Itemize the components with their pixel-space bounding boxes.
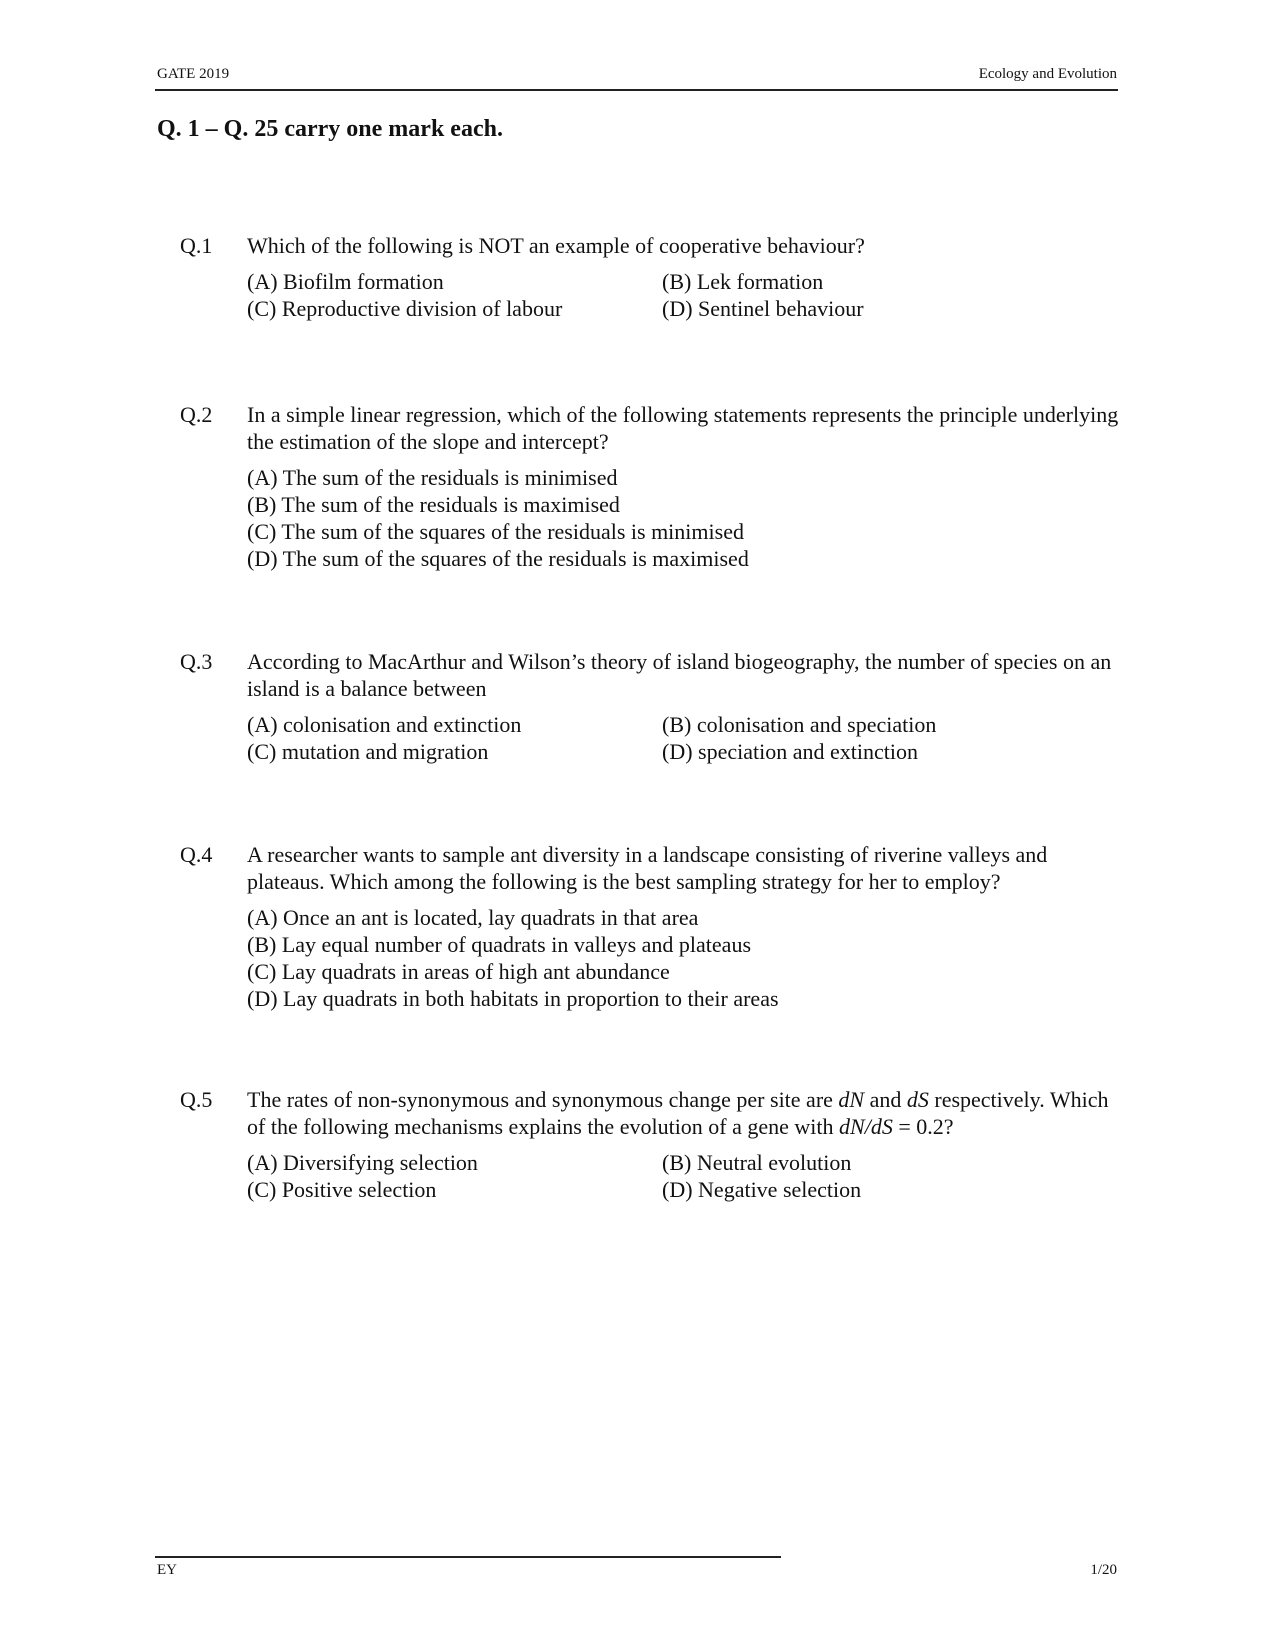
text-part: = 0.2? xyxy=(892,1114,954,1139)
option-a: (A) Biofilm formation xyxy=(247,269,444,294)
options xyxy=(247,1149,1120,1203)
section-title: Q. 1 – Q. 25 carry one mark each. xyxy=(157,116,503,142)
math-dn: dN xyxy=(838,1087,865,1112)
option-d: (D) Negative selection xyxy=(662,1177,862,1202)
question-text xyxy=(247,1086,1120,1140)
option-b: (B) The sum of the residuals is maximised xyxy=(247,492,620,517)
math-ratio: dN/dS xyxy=(839,1114,893,1139)
text-part: and xyxy=(864,1087,907,1112)
question-text: Which of the following is NOT an example of cooperative behaviour? xyxy=(247,233,865,258)
question-number: Q.5 xyxy=(180,1087,213,1112)
question-2 xyxy=(180,401,1120,572)
option-c: (C) Positive selection xyxy=(247,1177,437,1202)
option-b: (B) Neutral evolution xyxy=(662,1150,852,1175)
footer-paper-code: EY xyxy=(157,1562,177,1578)
option-b: (B) Lay equal number of quadrats in valleys and plateaus xyxy=(247,932,752,957)
question-text: A researcher wants to sample ant diversity in a landscape consisting of riverine valleys and plateaus. Which among the following is the best sampling strategy for her to employ? xyxy=(247,842,1048,894)
text-part: The rates of non-synonymous and synonymous change per site are xyxy=(247,1087,839,1112)
question-number: Q.4 xyxy=(180,842,213,867)
option-a: (A) The sum of the residuals is minimised xyxy=(247,465,618,490)
option-c: (C) The sum of the squares of the residuals is minimised xyxy=(247,519,744,544)
question-number: Q.1 xyxy=(180,233,213,258)
option-a: (A) colonisation and extinction xyxy=(247,712,522,737)
footer-divider xyxy=(155,1556,781,1558)
option-d: (D) speciation and extinction xyxy=(662,739,918,764)
option-a: (A) Diversifying selection xyxy=(247,1150,478,1175)
option-c: (C) mutation and migration xyxy=(247,739,489,764)
text-part: respectively. Which of the following mechanisms explains the evolution of a gene with xyxy=(247,1087,1109,1139)
option-a: (A) Once an ant is located, lay quadrats in that area xyxy=(247,905,699,930)
question-5 xyxy=(180,1086,1120,1203)
header-divider xyxy=(155,89,1118,91)
option-b: (B) Lek formation xyxy=(662,269,824,294)
header-exam-name: GATE 2019 xyxy=(157,66,230,82)
math-ds: dS xyxy=(906,1087,929,1112)
option-d: (D) The sum of the squares of the residuals is maximised xyxy=(247,546,749,571)
options xyxy=(247,464,1120,572)
question-text: According to MacArthur and Wilson’s theory of island biogeography, the number of species on an island is a balance between xyxy=(247,649,1112,701)
question-3 xyxy=(180,648,1120,765)
question-number: Q.3 xyxy=(180,649,213,674)
question-4 xyxy=(180,841,1120,1012)
footer-page-number: 1/20 xyxy=(1090,1562,1117,1578)
question-number: Q.2 xyxy=(180,402,213,427)
options xyxy=(247,711,1120,765)
option-d: (D) Lay quadrats in both habitats in proportion to their areas xyxy=(247,986,779,1011)
header-paper-name: Ecology and Evolution xyxy=(978,66,1117,82)
options xyxy=(247,268,1120,322)
question-1 xyxy=(180,232,1120,322)
question-text: In a simple linear regression, which of the following statements represents the principle underlying the estimation of the slope and intercept? xyxy=(247,402,1119,454)
option-d: (D) Sentinel behaviour xyxy=(662,296,864,321)
options xyxy=(247,904,1120,1012)
option-c: (C) Lay quadrats in areas of high ant abundance xyxy=(247,959,670,984)
option-b: (B) colonisation and speciation xyxy=(662,712,937,737)
option-c: (C) Reproductive division of labour xyxy=(247,296,563,321)
